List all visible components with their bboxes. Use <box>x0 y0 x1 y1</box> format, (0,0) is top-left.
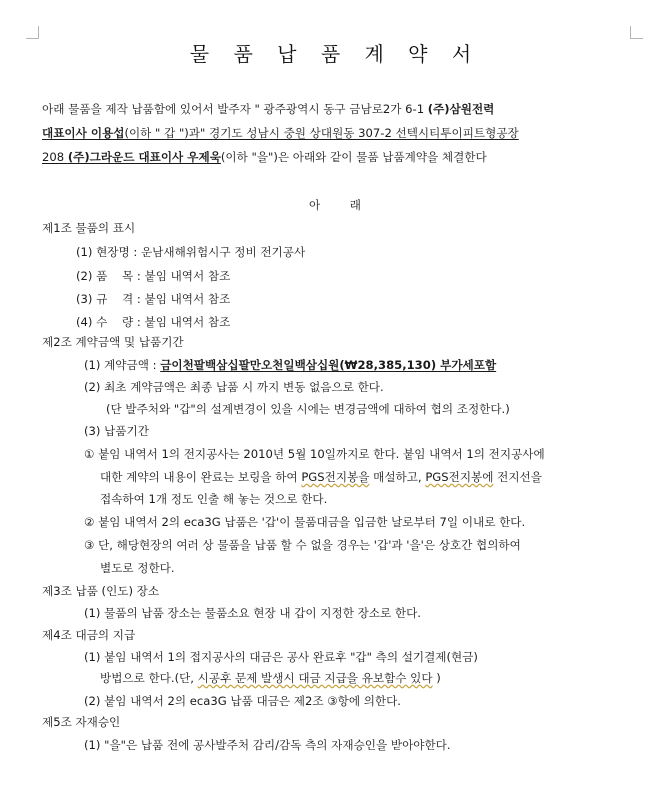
article-2-clause-2: ② 붙임 내역서 2의 eca3G 납품은 '갑'이 물품대금을 입금한 날로부터 7일 이내로 한다. <box>84 515 526 529</box>
heading-below: 아 래 <box>309 198 361 212</box>
intro-party-a-rep: 대표이사 이용섭 <box>42 126 125 140</box>
article-4-title: 제4조 대금의 지급 <box>42 628 136 642</box>
article-2-clause-1-line-1: ① 붙임 내역서 1의 전지공사는 2010년 5월 10일까지로 한다. 붙임 내역서 1의 전지공사에 <box>84 447 545 461</box>
intro-party-a: (주)삼원전력 <box>427 102 495 116</box>
article-1-item-4: (4) 수 량 : 붙임 내역서 참조 <box>76 315 231 329</box>
article-2-item-2: (2) 최초 계약금액은 최종 납품 시 까지 변동 없음으로 한다. <box>84 380 384 394</box>
article-2-clause-3-line-1: ③ 단, 해당현장의 여러 상 물품을 납품 할 수 없을 경우는 '갑'과 '을'은 상호간 협의하여 <box>84 538 521 552</box>
article-1-item-1: (1) 현장명 : 운남새해위험시구 정비 전기공사 <box>76 245 306 259</box>
article-2-item-2-note: (단 발주처와 "갑"의 설계변경이 있을 시에는 변경금액에 대하여 협의 조정한다.) <box>106 402 510 416</box>
document-title: 물 품 납 품 계 약 서 <box>189 42 481 66</box>
article-4-item-1-line-2: 방법으로 한다.(단, 시공후 문제 발생시 대금 지급을 유보함수 있다 ) <box>100 671 441 685</box>
article-4-item-1-line-1: (1) 붙임 내역서 1의 접지공사의 대금은 공사 완료후 "갑" 측의 설기결제(현금) <box>84 650 478 664</box>
article-2-clause-1-line-3: 접속하여 1개 정도 인출 해 놓는 것으로 한다. <box>100 492 328 506</box>
contract-amount: 금이천팔백삼십팔만오천일백삼십원(₩28,385,130) 부가세포함 <box>160 358 497 372</box>
article-4-item-2: (2) 붙임 내역서 2의 eca3G 납품 대금은 제2조 ③항에 의한다. <box>84 694 401 708</box>
article-1-item-2: (2) 품 목 : 붙임 내역서 참조 <box>76 269 231 283</box>
article-1-item-3: (3) 규 격 : 붙임 내역서 참조 <box>76 292 231 306</box>
intro-line-3: 208 (주)그라운드 대표이사 우제욱(이하 "을")은 아래와 같이 물품 납품계약을 체결한다 <box>42 150 487 164</box>
article-1-title: 제1조 물품의 표시 <box>42 221 136 235</box>
article-2-clause-1-line-2: 대한 계약의 내용이 완료는 보링을 하여 PGS전지봉을 매설하고, PGS전지봉에 전지선을 <box>100 470 542 484</box>
article-2-item-3: (3) 납품기간 <box>84 424 149 438</box>
article-2-title: 제2조 계약금액 및 납품기간 <box>42 335 184 349</box>
article-3-item-1: (1) 물품의 납품 장소는 물품소요 현장 내 갑이 지정한 장소로 한다. <box>84 606 421 620</box>
intro-line-2: 대표이사 이용섭(이하 " 갑 ")과" 경기도 성남시 중원 상대원동 307-2 선텍시티투이피트형공장 <box>42 126 519 140</box>
intro-line-1: 아래 물품을 제작 납품함에 있어서 발주자 " 광주광역시 동구 금남로2가 6-1 (주)삼원전력 <box>42 102 495 116</box>
article-2-item-1: (1) 계약금액 : 금이천팔백삼십팔만오천일백삼십원(₩28,385,130) 부가세포함 <box>84 358 497 372</box>
article-5-item-1: (1) "을"은 납품 전에 공사발주처 감리/감독 측의 자재승인을 받아야한다. <box>84 738 451 752</box>
article-5-title: 제5조 자재승인 <box>42 715 121 729</box>
article-3-title: 제3조 납품 (인도) 장소 <box>42 584 160 598</box>
intro-party-b: (주)그라운드 대표이사 우제욱 <box>67 150 221 164</box>
article-2-clause-3-line-2: 별도로 정한다. <box>100 561 175 575</box>
